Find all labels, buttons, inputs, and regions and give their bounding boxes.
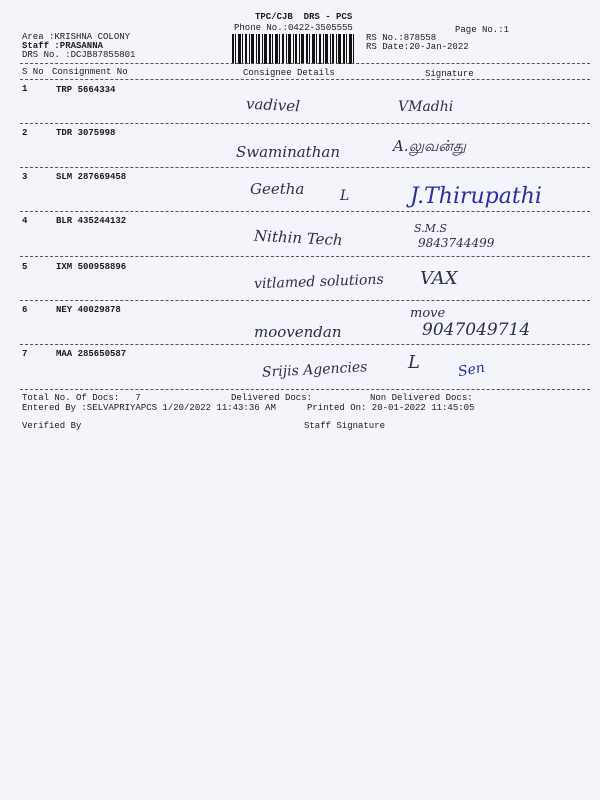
row-sno: 7 <box>22 349 28 359</box>
handwritten-mark: move <box>410 306 446 321</box>
col-header-signature: Signature <box>425 69 474 79</box>
row-signature: J.Thirupathi <box>410 184 542 209</box>
row-sno: 6 <box>22 305 28 315</box>
row-signature: 9047049714 <box>422 320 531 340</box>
divider <box>20 63 590 64</box>
row-consignment: NEY 40029878 <box>56 305 121 315</box>
report-title: TPC/CJB DRS - PCS <box>255 12 353 22</box>
divider <box>20 79 590 80</box>
delivered-docs: Delivered Docs: <box>231 393 313 403</box>
row-signature: VAX <box>420 268 458 289</box>
rs-date: RS Date:20-Jan-2022 <box>366 42 469 52</box>
total-docs: Total No. Of Docs: 7 <box>22 393 141 403</box>
divider <box>20 167 590 168</box>
row-consignment: TDR 3075998 <box>56 128 116 138</box>
divider <box>20 123 590 124</box>
phone-number: Phone No.:0422-3505555 <box>234 23 353 33</box>
row-consignee: Geetha <box>250 180 305 198</box>
staff-signature-label: Staff Signature <box>304 421 386 431</box>
handwritten-mark: S.M.S <box>414 222 447 235</box>
row-consignment: IXM 500958896 <box>56 262 127 272</box>
verified-by: Verified By <box>22 421 82 431</box>
col-header-sno: S No <box>22 67 44 77</box>
row-sno: 4 <box>22 216 28 226</box>
row-signature: Sen <box>456 359 487 381</box>
row-sno: 5 <box>22 262 28 272</box>
row-signature: 9843744499 <box>418 236 495 250</box>
row-consignee: vitlamed solutions <box>253 271 384 293</box>
handwritten-mark: L <box>340 188 350 204</box>
row-consignee: Srijis Agencies <box>261 359 368 381</box>
page-number: Page No.:1 <box>455 25 510 35</box>
divider <box>20 256 590 257</box>
row-sno: 1 <box>22 84 28 94</box>
row-sno: 3 <box>22 172 28 182</box>
row-consignee: Nithin Tech <box>253 226 344 250</box>
staff-label: Staff :PRASANNA <box>22 41 104 51</box>
divider <box>20 389 590 390</box>
row-consignment: TRP 5664334 <box>56 85 116 95</box>
rs-number: RS No.:878558 <box>366 33 437 43</box>
row-signature: A.லுவன்து <box>393 137 466 155</box>
area-label: Area :KRISHNA COLONY <box>22 32 131 42</box>
row-consignment: MAA 285650587 <box>56 349 127 359</box>
divider <box>20 344 590 345</box>
barcode <box>232 34 354 64</box>
entered-by: Entered By :SELVAPRIYAPCS 1/20/2022 11:43:36 AM <box>22 403 276 413</box>
row-consignee: vadivel <box>245 94 301 116</box>
divider <box>20 211 590 212</box>
divider <box>20 300 590 301</box>
row-sno: 2 <box>22 128 28 138</box>
row-consignee: Swaminathan <box>236 143 340 161</box>
col-header-consignment: Consignment No <box>52 67 128 77</box>
row-consignment: SLM 287669458 <box>56 172 127 182</box>
row-consignee: moovendan <box>254 323 342 341</box>
printed-on: Printed On: 20-01-2022 11:45:05 <box>307 403 475 413</box>
row-signature: VMadhi <box>398 99 454 115</box>
row-consignment: BLR 435244132 <box>56 216 127 226</box>
non-delivered-docs: Non Delivered Docs: <box>370 393 473 403</box>
handwritten-mark: L <box>408 352 420 373</box>
col-header-consignee: Consignee Details <box>243 68 335 78</box>
drs-number: DRS No. :DCJB87855801 <box>22 50 136 60</box>
